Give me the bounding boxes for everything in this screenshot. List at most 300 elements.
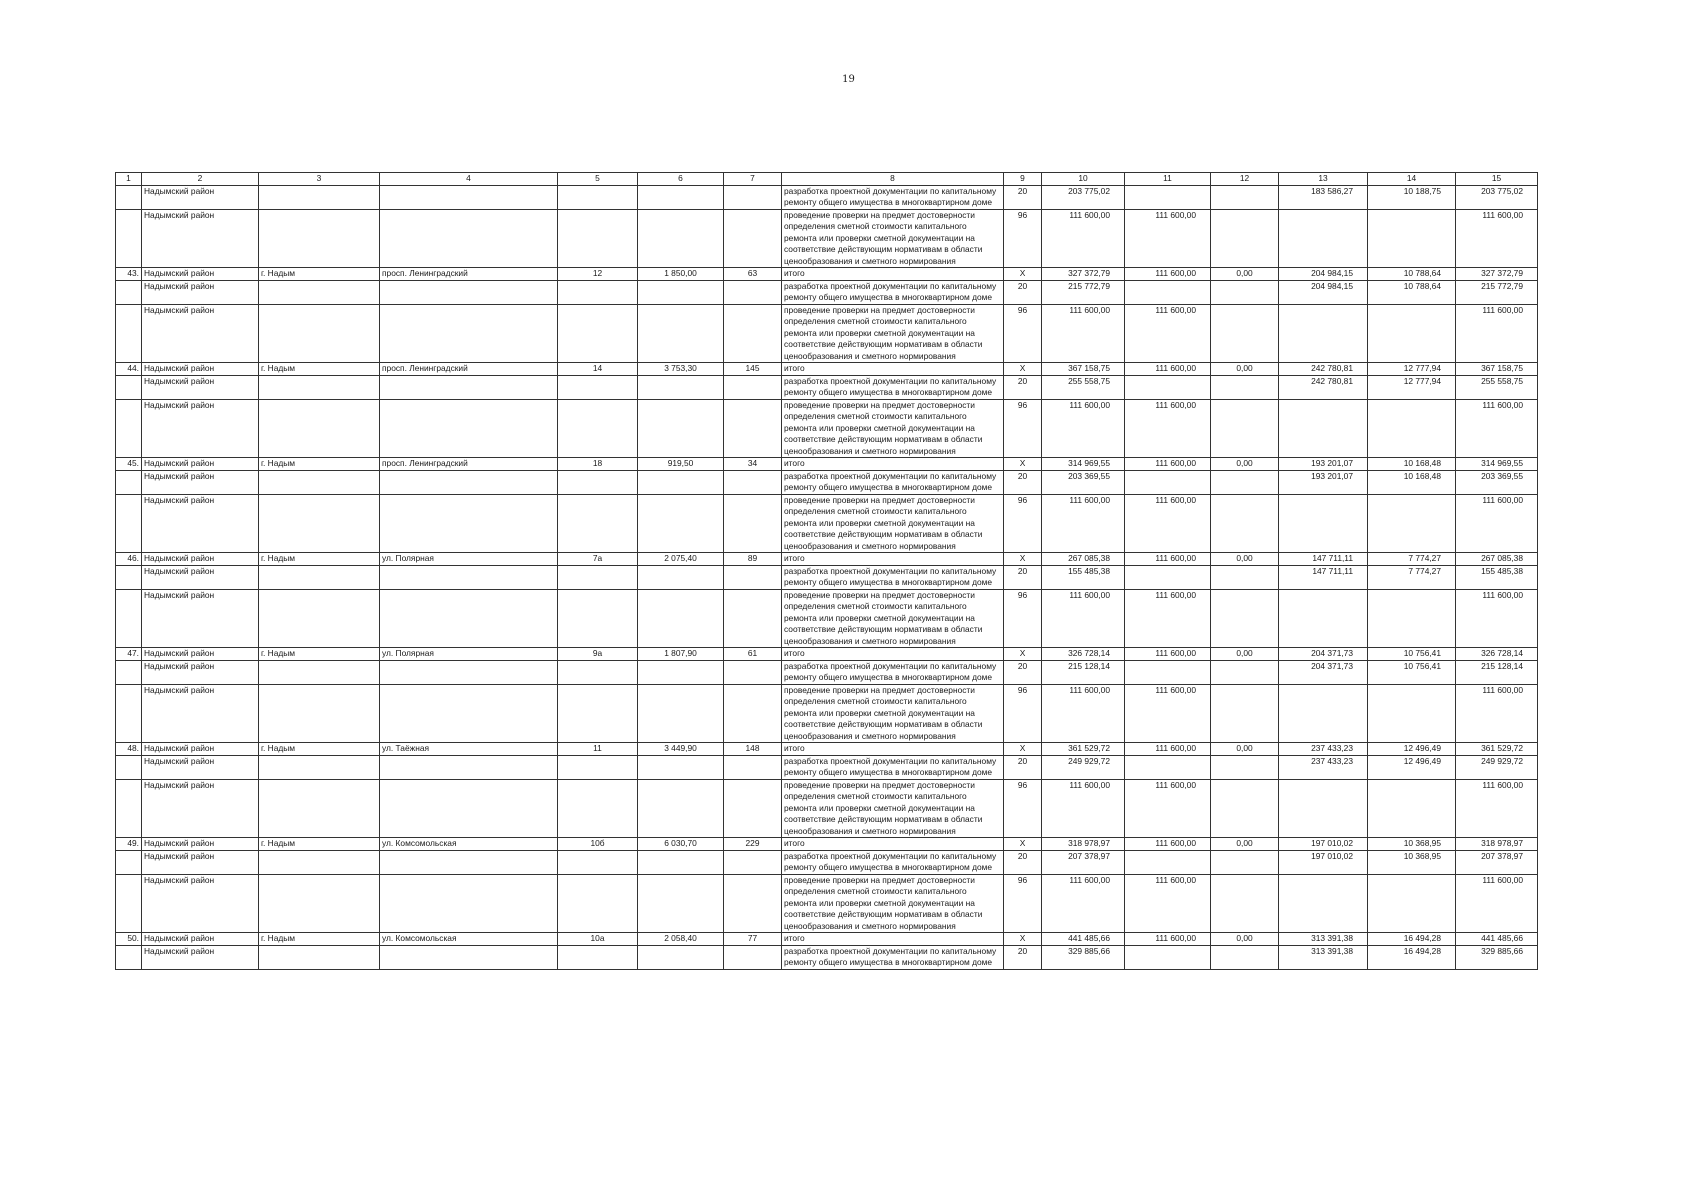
work-code-cell: X — [1004, 838, 1042, 851]
house-cell — [558, 280, 638, 304]
cost-col14-cell: 7 774,27 — [1368, 565, 1456, 589]
area-cell — [638, 779, 724, 838]
row-number-cell — [116, 375, 142, 399]
city-cell — [259, 755, 380, 779]
count-cell — [724, 589, 782, 648]
work-row — [116, 304, 1538, 363]
total-label-cell: итого — [782, 743, 1004, 756]
district-cell: Надымский район — [142, 470, 259, 494]
street-cell: ул. Комсомольская — [380, 933, 558, 946]
district-cell: Надымский район — [142, 399, 259, 458]
cost-col15-cell: 111 600,00 — [1456, 304, 1538, 363]
street-cell — [380, 375, 558, 399]
cost-col14-cell — [1368, 494, 1456, 553]
house-cell — [558, 850, 638, 874]
street-cell: ул. Комсомольская — [380, 838, 558, 851]
street-cell: ул. Полярная — [380, 648, 558, 661]
street-cell: ул. Таёжная — [380, 743, 558, 756]
work-type-cell: проведение проверки на предмет достоверности определения сметной стоимости капитального ремонта или проверки сметной документации на соответствие действующим нормативам в области ценообразования и сметного нормирования — [782, 874, 1004, 933]
house-cell: 11 — [558, 743, 638, 756]
cost-col12-cell: 0,00 — [1211, 838, 1279, 851]
total-label-cell: итого — [782, 933, 1004, 946]
city-cell — [259, 304, 380, 363]
city-cell: г. Надым — [259, 268, 380, 281]
work-row — [116, 660, 1538, 684]
city-cell — [259, 375, 380, 399]
cost-col14-cell: 10 756,41 — [1368, 648, 1456, 661]
count-cell — [724, 375, 782, 399]
cost-col13-cell: 147 711,11 — [1279, 565, 1368, 589]
street-cell — [380, 565, 558, 589]
cost-col11-cell: 111 600,00 — [1125, 648, 1211, 661]
district-cell: Надымский район — [142, 850, 259, 874]
cost-col13-cell — [1279, 589, 1368, 648]
cost-col11-cell: 111 600,00 — [1125, 494, 1211, 553]
count-cell — [724, 399, 782, 458]
total-cost-cell: 111 600,00 — [1042, 209, 1125, 268]
work-type-cell: разработка проектной документации по капитальному ремонту общего имущества в многоквартирном доме — [782, 850, 1004, 874]
column-number: 9 — [1004, 173, 1042, 186]
cost-col14-cell: 10 168,48 — [1368, 470, 1456, 494]
city-cell — [259, 399, 380, 458]
work-row — [116, 755, 1538, 779]
area-cell: 1 850,00 — [638, 268, 724, 281]
total-cost-cell: 326 728,14 — [1042, 648, 1125, 661]
house-total-row — [116, 363, 1538, 376]
cost-col11-cell — [1125, 565, 1211, 589]
total-label-cell: итого — [782, 648, 1004, 661]
district-cell: Надымский район — [142, 660, 259, 684]
cost-col14-cell — [1368, 589, 1456, 648]
work-type-cell: проведение проверки на предмет достоверности определения сметной стоимости капитального ремонта или проверки сметной документации на соответствие действующим нормативам в области ценообразования и сметного нормирования — [782, 779, 1004, 838]
work-row — [116, 209, 1538, 268]
page-number: 19 — [842, 74, 855, 85]
city-cell — [259, 850, 380, 874]
cost-col14-cell: 12 777,94 — [1368, 363, 1456, 376]
work-row — [116, 874, 1538, 933]
count-cell — [724, 209, 782, 268]
district-cell: Надымский район — [142, 648, 259, 661]
house-cell — [558, 494, 638, 553]
cost-col11-cell: 111 600,00 — [1125, 933, 1211, 946]
count-cell — [724, 565, 782, 589]
total-cost-cell: 203 369,55 — [1042, 470, 1125, 494]
row-number-cell: 44. — [116, 363, 142, 376]
house-cell — [558, 589, 638, 648]
work-row — [116, 684, 1538, 743]
count-cell — [724, 280, 782, 304]
cost-col14-cell: 10 368,95 — [1368, 838, 1456, 851]
district-cell: Надымский район — [142, 209, 259, 268]
cost-col15-cell: 361 529,72 — [1456, 743, 1538, 756]
total-cost-cell: 207 378,97 — [1042, 850, 1125, 874]
row-number-cell — [116, 470, 142, 494]
cost-col12-cell — [1211, 494, 1279, 553]
cost-col13-cell: 242 780,81 — [1279, 375, 1368, 399]
cost-col13-cell: 237 433,23 — [1279, 743, 1368, 756]
cost-col12-cell — [1211, 755, 1279, 779]
street-cell — [380, 755, 558, 779]
cost-col15-cell: 203 775,02 — [1456, 185, 1538, 209]
work-code-cell: X — [1004, 743, 1042, 756]
house-cell: 9а — [558, 648, 638, 661]
street-cell — [380, 280, 558, 304]
column-number: 12 — [1211, 173, 1279, 186]
cost-col15-cell: 327 372,79 — [1456, 268, 1538, 281]
work-code-cell: X — [1004, 553, 1042, 566]
total-cost-cell: 318 978,97 — [1042, 838, 1125, 851]
cost-col13-cell: 204 371,73 — [1279, 660, 1368, 684]
count-cell: 145 — [724, 363, 782, 376]
cost-col11-cell: 111 600,00 — [1125, 684, 1211, 743]
cost-col11-cell — [1125, 945, 1211, 969]
city-cell — [259, 565, 380, 589]
house-cell — [558, 185, 638, 209]
district-cell: Надымский район — [142, 565, 259, 589]
count-cell — [724, 660, 782, 684]
row-number-cell: 45. — [116, 458, 142, 471]
area-cell: 6 030,70 — [638, 838, 724, 851]
column-number: 1 — [116, 173, 142, 186]
total-cost-cell: 215 772,79 — [1042, 280, 1125, 304]
house-cell — [558, 209, 638, 268]
house-cell: 7а — [558, 553, 638, 566]
cost-col12-cell — [1211, 375, 1279, 399]
cost-col15-cell: 267 085,38 — [1456, 553, 1538, 566]
cost-col12-cell: 0,00 — [1211, 933, 1279, 946]
cost-col12-cell — [1211, 304, 1279, 363]
column-number: 4 — [380, 173, 558, 186]
area-cell — [638, 589, 724, 648]
work-type-cell: разработка проектной документации по капитальному ремонту общего имущества в многоквартирном доме — [782, 470, 1004, 494]
street-cell — [380, 304, 558, 363]
work-type-cell: проведение проверки на предмет достоверности определения сметной стоимости капитального ремонта или проверки сметной документации на соответствие действующим нормативам в области ценообразования и сметного нормирования — [782, 209, 1004, 268]
district-cell: Надымский район — [142, 933, 259, 946]
cost-col14-cell: 12 496,49 — [1368, 755, 1456, 779]
row-number-cell — [116, 185, 142, 209]
house-cell — [558, 565, 638, 589]
total-cost-cell: 203 775,02 — [1042, 185, 1125, 209]
row-number-cell — [116, 779, 142, 838]
work-code-cell: 20 — [1004, 375, 1042, 399]
area-cell — [638, 399, 724, 458]
cost-col11-cell — [1125, 850, 1211, 874]
street-cell: ул. Полярная — [380, 553, 558, 566]
cost-col12-cell — [1211, 399, 1279, 458]
area-cell — [638, 660, 724, 684]
area-cell — [638, 470, 724, 494]
count-cell — [724, 945, 782, 969]
district-cell: Надымский район — [142, 375, 259, 399]
cost-col15-cell: 367 158,75 — [1456, 363, 1538, 376]
row-number-cell — [116, 660, 142, 684]
house-total-row — [116, 458, 1538, 471]
cost-col11-cell — [1125, 660, 1211, 684]
row-number-cell — [116, 684, 142, 743]
house-cell: 10а — [558, 933, 638, 946]
area-cell — [638, 850, 724, 874]
house-cell — [558, 874, 638, 933]
total-label-cell: итого — [782, 363, 1004, 376]
cost-col11-cell — [1125, 375, 1211, 399]
area-cell — [638, 874, 724, 933]
cost-col12-cell — [1211, 850, 1279, 874]
district-cell: Надымский район — [142, 304, 259, 363]
house-cell — [558, 470, 638, 494]
cost-col12-cell — [1211, 470, 1279, 494]
street-cell — [380, 470, 558, 494]
cost-col14-cell — [1368, 779, 1456, 838]
total-cost-cell: 215 128,14 — [1042, 660, 1125, 684]
row-number-cell: 50. — [116, 933, 142, 946]
street-cell — [380, 209, 558, 268]
work-code-cell: X — [1004, 458, 1042, 471]
column-number: 11 — [1125, 173, 1211, 186]
row-number-cell — [116, 304, 142, 363]
cost-col13-cell: 183 586,27 — [1279, 185, 1368, 209]
work-code-cell: 96 — [1004, 779, 1042, 838]
cost-col12-cell — [1211, 209, 1279, 268]
cost-col15-cell: 329 885,66 — [1456, 945, 1538, 969]
work-code-cell: 20 — [1004, 850, 1042, 874]
street-cell — [380, 874, 558, 933]
cost-col14-cell: 7 774,27 — [1368, 553, 1456, 566]
street-cell — [380, 945, 558, 969]
column-number: 13 — [1279, 173, 1368, 186]
cost-col15-cell: 111 600,00 — [1456, 209, 1538, 268]
cost-col13-cell: 242 780,81 — [1279, 363, 1368, 376]
cost-col15-cell: 111 600,00 — [1456, 494, 1538, 553]
total-cost-cell: 155 485,38 — [1042, 565, 1125, 589]
cost-col13-cell — [1279, 209, 1368, 268]
register-table — [115, 172, 1538, 970]
area-cell: 3 449,90 — [638, 743, 724, 756]
area-cell — [638, 375, 724, 399]
cost-col14-cell: 12 777,94 — [1368, 375, 1456, 399]
work-type-cell: проведение проверки на предмет достоверности определения сметной стоимости капитального ремонта или проверки сметной документации на соответствие действующим нормативам в области ценообразования и сметного нормирования — [782, 684, 1004, 743]
work-code-cell: 20 — [1004, 280, 1042, 304]
street-cell — [380, 185, 558, 209]
house-cell: 10б — [558, 838, 638, 851]
work-row — [116, 565, 1538, 589]
cost-col12-cell — [1211, 660, 1279, 684]
cost-col15-cell: 326 728,14 — [1456, 648, 1538, 661]
count-cell: 34 — [724, 458, 782, 471]
district-cell: Надымский район — [142, 185, 259, 209]
row-number-cell — [116, 280, 142, 304]
city-cell — [259, 684, 380, 743]
cost-col15-cell: 255 558,75 — [1456, 375, 1538, 399]
house-cell: 12 — [558, 268, 638, 281]
area-cell — [638, 684, 724, 743]
city-cell — [259, 280, 380, 304]
house-cell: 14 — [558, 363, 638, 376]
cost-col13-cell — [1279, 494, 1368, 553]
work-code-cell: 96 — [1004, 494, 1042, 553]
cost-col11-cell: 111 600,00 — [1125, 458, 1211, 471]
total-cost-cell: 111 600,00 — [1042, 684, 1125, 743]
cost-col15-cell: 318 978,97 — [1456, 838, 1538, 851]
total-label-cell: итого — [782, 553, 1004, 566]
cost-col11-cell — [1125, 755, 1211, 779]
work-type-cell: проведение проверки на предмет достоверности определения сметной стоимости капитального ремонта или проверки сметной документации на соответствие действующим нормативам в области ценообразования и сметного нормирования — [782, 589, 1004, 648]
total-label-cell: итого — [782, 268, 1004, 281]
street-cell — [380, 660, 558, 684]
work-code-cell: X — [1004, 363, 1042, 376]
street-cell — [380, 494, 558, 553]
work-code-cell: 20 — [1004, 755, 1042, 779]
row-number-cell — [116, 755, 142, 779]
district-cell: Надымский район — [142, 755, 259, 779]
city-cell — [259, 185, 380, 209]
cost-col15-cell: 203 369,55 — [1456, 470, 1538, 494]
work-code-cell: 96 — [1004, 304, 1042, 363]
cost-col15-cell: 111 600,00 — [1456, 874, 1538, 933]
house-cell — [558, 755, 638, 779]
cost-col12-cell — [1211, 874, 1279, 933]
work-code-cell: 96 — [1004, 209, 1042, 268]
cost-col11-cell: 111 600,00 — [1125, 779, 1211, 838]
work-type-cell: проведение проверки на предмет достоверности определения сметной стоимости капитального ремонта или проверки сметной документации на соответствие действующим нормативам в области ценообразования и сметного нормирования — [782, 494, 1004, 553]
cost-col13-cell: 313 391,38 — [1279, 945, 1368, 969]
city-cell: г. Надым — [259, 743, 380, 756]
city-cell: г. Надым — [259, 648, 380, 661]
cost-col13-cell: 197 010,02 — [1279, 838, 1368, 851]
total-label-cell: итого — [782, 458, 1004, 471]
city-cell — [259, 660, 380, 684]
district-cell: Надымский район — [142, 589, 259, 648]
cost-col11-cell — [1125, 470, 1211, 494]
area-cell — [638, 304, 724, 363]
cost-col14-cell: 10 788,64 — [1368, 280, 1456, 304]
area-cell — [638, 280, 724, 304]
cost-col12-cell: 0,00 — [1211, 268, 1279, 281]
district-cell: Надымский район — [142, 779, 259, 838]
work-type-cell: разработка проектной документации по капитальному ремонту общего имущества в многоквартирном доме — [782, 660, 1004, 684]
column-number: 6 — [638, 173, 724, 186]
count-cell: 89 — [724, 553, 782, 566]
house-cell — [558, 779, 638, 838]
district-cell: Надымский район — [142, 838, 259, 851]
work-code-cell: 20 — [1004, 945, 1042, 969]
cost-col12-cell — [1211, 565, 1279, 589]
cost-col11-cell: 111 600,00 — [1125, 209, 1211, 268]
cost-col14-cell: 10 756,41 — [1368, 660, 1456, 684]
area-cell — [638, 185, 724, 209]
cost-col14-cell: 10 168,48 — [1368, 458, 1456, 471]
district-cell: Надымский район — [142, 268, 259, 281]
row-number-cell: 43. — [116, 268, 142, 281]
street-cell — [380, 779, 558, 838]
count-cell — [724, 779, 782, 838]
work-code-cell: X — [1004, 268, 1042, 281]
cost-col11-cell: 111 600,00 — [1125, 743, 1211, 756]
city-cell — [259, 874, 380, 933]
city-cell — [259, 589, 380, 648]
cost-col14-cell: 10 368,95 — [1368, 850, 1456, 874]
cost-col15-cell: 155 485,38 — [1456, 565, 1538, 589]
city-cell: г. Надым — [259, 838, 380, 851]
work-code-cell: 96 — [1004, 684, 1042, 743]
work-row — [116, 945, 1538, 969]
district-cell: Надымский район — [142, 280, 259, 304]
cost-col12-cell: 0,00 — [1211, 743, 1279, 756]
street-cell — [380, 589, 558, 648]
row-number-cell — [116, 945, 142, 969]
city-cell: г. Надым — [259, 553, 380, 566]
work-code-cell: 20 — [1004, 660, 1042, 684]
work-row — [116, 375, 1538, 399]
cost-col11-cell: 111 600,00 — [1125, 268, 1211, 281]
cost-col12-cell — [1211, 280, 1279, 304]
count-cell: 148 — [724, 743, 782, 756]
cost-col11-cell: 111 600,00 — [1125, 838, 1211, 851]
register-table-body — [116, 173, 1538, 970]
column-number-row — [116, 173, 1538, 186]
total-cost-cell: 255 558,75 — [1042, 375, 1125, 399]
total-cost-cell: 111 600,00 — [1042, 779, 1125, 838]
count-cell — [724, 470, 782, 494]
area-cell — [638, 755, 724, 779]
total-cost-cell: 367 158,75 — [1042, 363, 1125, 376]
cost-col13-cell — [1279, 779, 1368, 838]
column-number: 8 — [782, 173, 1004, 186]
district-cell: Надымский район — [142, 553, 259, 566]
cost-col12-cell: 0,00 — [1211, 648, 1279, 661]
city-cell: г. Надым — [259, 458, 380, 471]
column-number: 7 — [724, 173, 782, 186]
district-cell: Надымский район — [142, 874, 259, 933]
work-type-cell: проведение проверки на предмет достоверности определения сметной стоимости капитального ремонта или проверки сметной документации на соответствие действующим нормативам в области ценообразования и сметного нормирования — [782, 399, 1004, 458]
row-number-cell — [116, 565, 142, 589]
row-number-cell — [116, 209, 142, 268]
row-number-cell: 48. — [116, 743, 142, 756]
cost-col12-cell: 0,00 — [1211, 553, 1279, 566]
area-cell — [638, 565, 724, 589]
cost-col15-cell: 441 485,66 — [1456, 933, 1538, 946]
street-cell: просп. Ленинградский — [380, 458, 558, 471]
cost-col13-cell: 193 201,07 — [1279, 470, 1368, 494]
total-cost-cell: 314 969,55 — [1042, 458, 1125, 471]
cost-col14-cell: 12 496,49 — [1368, 743, 1456, 756]
count-cell: 63 — [724, 268, 782, 281]
area-cell: 2 075,40 — [638, 553, 724, 566]
cost-col11-cell: 111 600,00 — [1125, 304, 1211, 363]
city-cell — [259, 470, 380, 494]
house-cell — [558, 684, 638, 743]
district-cell: Надымский район — [142, 458, 259, 471]
cost-col14-cell — [1368, 399, 1456, 458]
count-cell — [724, 874, 782, 933]
cost-col15-cell: 249 929,72 — [1456, 755, 1538, 779]
cost-col12-cell — [1211, 684, 1279, 743]
cost-col11-cell: 111 600,00 — [1125, 553, 1211, 566]
total-cost-cell: 361 529,72 — [1042, 743, 1125, 756]
cost-col12-cell: 0,00 — [1211, 363, 1279, 376]
district-cell: Надымский район — [142, 743, 259, 756]
area-cell: 919,50 — [638, 458, 724, 471]
cost-col13-cell: 147 711,11 — [1279, 553, 1368, 566]
work-row — [116, 280, 1538, 304]
cost-col14-cell: 16 494,28 — [1368, 933, 1456, 946]
work-code-cell: 20 — [1004, 185, 1042, 209]
total-cost-cell: 111 600,00 — [1042, 874, 1125, 933]
cost-col14-cell: 16 494,28 — [1368, 945, 1456, 969]
city-cell — [259, 945, 380, 969]
cost-col15-cell: 111 600,00 — [1456, 589, 1538, 648]
count-cell — [724, 684, 782, 743]
total-cost-cell: 111 600,00 — [1042, 399, 1125, 458]
